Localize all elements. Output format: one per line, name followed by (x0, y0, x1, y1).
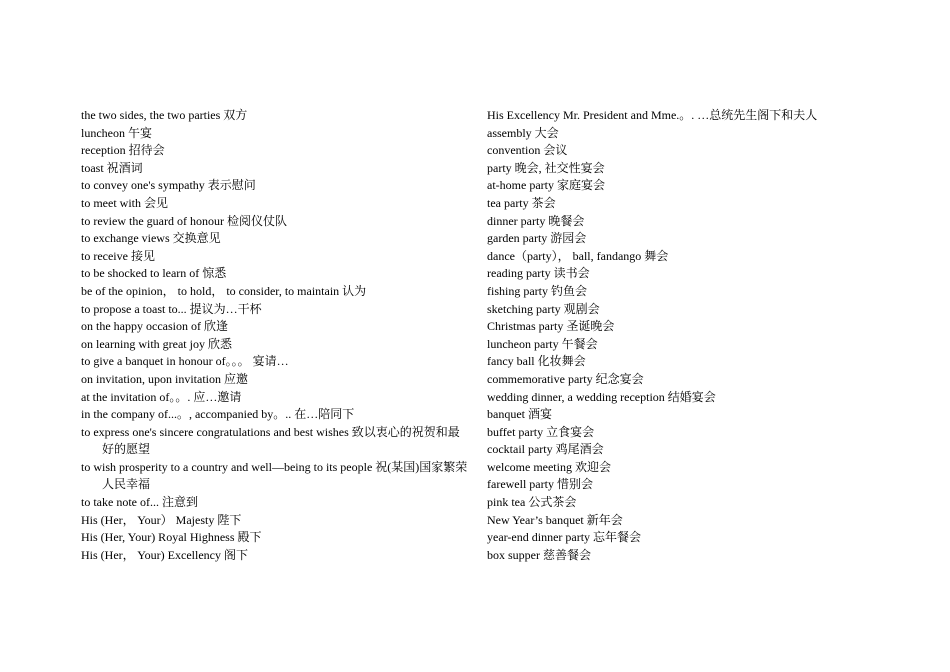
vocabulary-list-left (81, 107, 469, 564)
vocab-entry: to take note of... 注意到 (81, 495, 198, 510)
vocab-entry: to receive 接见 (81, 248, 155, 263)
vocab-entry: on the happy occasion of 欣逢 (81, 319, 228, 334)
vocab-entry: dinner party 晚餐会 (487, 213, 585, 228)
vocab-entry: convention 会议 (487, 143, 568, 158)
vocab-entry: assembly 大会 (487, 125, 559, 140)
vocab-entry: banquet 酒宴 (487, 407, 552, 422)
vocab-entry: sketching party 观剧会 (487, 301, 600, 316)
vocab-entry: dance（party）， ball, fandango 舞会 (487, 248, 669, 263)
vocab-entry: fishing party 钓鱼会 (487, 283, 587, 298)
vocab-entry: to wish prosperity to a country and well—being to its people 祝(某国)国家繁荣人民幸福 (81, 459, 468, 492)
vocab-entry: be of the opinion， to hold， to consider, to maintain 认为 (81, 283, 367, 298)
vocab-entry: buffet party 立食宴会 (487, 424, 595, 439)
vocab-entry: to give a banquet in honour of。。。 宴请… (81, 354, 289, 369)
vocab-entry: to be shocked to learn of 惊悉 (81, 266, 227, 281)
vocab-entry: Christmas party 圣诞晚会 (487, 319, 615, 334)
vocab-entry: on learning with great joy 欣悉 (81, 336, 232, 351)
vocab-entry: wedding dinner, a wedding reception 结婚宴会 (487, 389, 716, 404)
vocab-entry: to propose a toast to... 提议为…干杯 (81, 301, 262, 316)
vocab-entry: pink tea 公式茶会 (487, 495, 577, 510)
vocab-entry: tea party 茶会 (487, 195, 556, 210)
vocab-entry: luncheon 午宴 (81, 125, 152, 140)
vocab-entry: to meet with 会见 (81, 195, 168, 210)
vocab-entry: box supper 慈善餐会 (487, 547, 591, 562)
vocab-entry: garden party 游园会 (487, 231, 587, 246)
vocab-entry: in the company of...。, accompanied by。.. 在…陪同下 (81, 407, 355, 422)
vocab-entry: His (Her, Your) Royal Highness 殿下 (81, 530, 262, 545)
vocab-entry: the two sides, the two parties 双方 (81, 108, 248, 122)
vocab-entry: at the invitation of。。. 应…邀请 (81, 389, 242, 404)
vocab-entry: to convey one's sympathy 表示慰问 (81, 178, 256, 193)
vocab-entry: His Excellency Mr. President and Mme.。. …总统先生阁下和夫人 (487, 108, 818, 122)
vocab-entry: party 晚会, 社交性宴会 (487, 160, 605, 175)
vocabulary-list-right (487, 107, 887, 564)
vocab-entry: on invitation, upon invitation 应邀 (81, 371, 248, 386)
vocab-entry: to exchange views 交换意见 (81, 231, 221, 246)
vocab-entry: New Year’s banquet 新年会 (487, 512, 623, 527)
vocab-entry: farewell party 惜别会 (487, 477, 593, 492)
vocab-entry: to review the guard of honour 检阅仪仗队 (81, 213, 287, 228)
vocab-entry: toast 祝酒词 (81, 160, 143, 175)
vocab-entry: year-end dinner party 忘年餐会 (487, 530, 642, 545)
vocab-entry: to express one's sincere congratulations and best wishes 致以衷心的祝贺和最好的愿望 (81, 424, 460, 457)
vocab-entry: cocktail party 鸡尾酒会 (487, 442, 604, 457)
vocab-entry: His (Her， Your） Majesty 陛下 (81, 512, 242, 527)
vocab-entry: reception 招待会 (81, 143, 165, 158)
vocab-entry: luncheon party 午餐会 (487, 336, 598, 351)
vocab-entry: at-home party 家庭宴会 (487, 178, 605, 193)
vocab-entry: fancy ball 化妆舞会 (487, 354, 586, 369)
vocab-entry: His (Her， Your) Excellency 阁下 (81, 547, 248, 562)
vocab-entry: commemorative party 纪念宴会 (487, 371, 644, 386)
vocab-entry: welcome meeting 欢迎会 (487, 459, 611, 474)
vocab-entry: reading party 读书会 (487, 266, 590, 281)
